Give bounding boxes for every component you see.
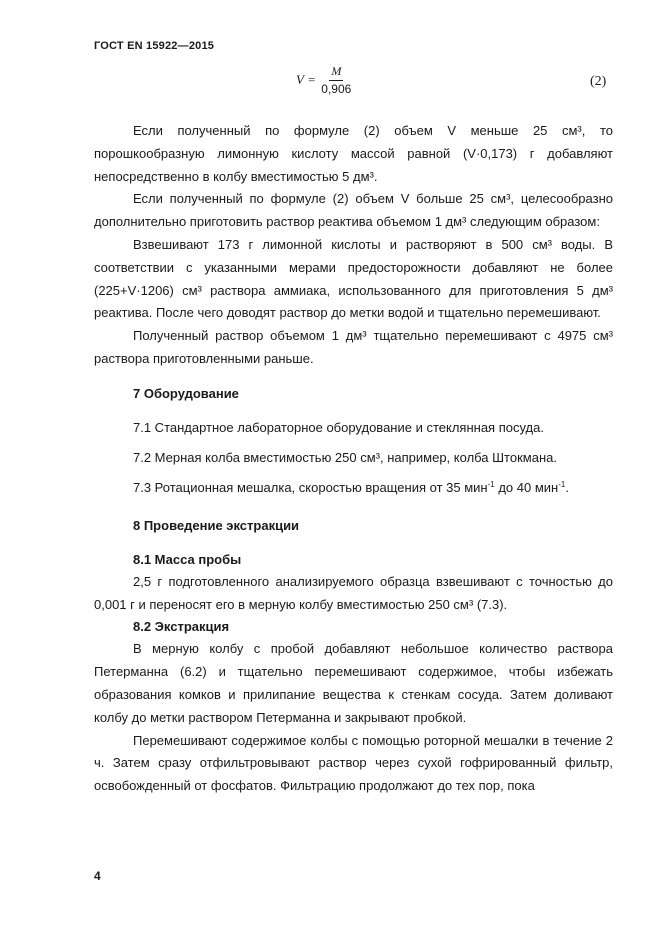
equipment-item-7-1: 7.1 Стандартное лабораторное оборудование и стеклянная посуда. [133, 419, 544, 435]
paragraph-sample-mass: 2,5 г подготовленного анализируемого образца взвешивают с точностью до 0,001 г и переносят его в мерную колбу вместимостью 250 см³ (7.3). [94, 573, 613, 612]
formula-volume [296, 64, 351, 96]
page-number: 4 [94, 869, 101, 883]
subsection-8-1-heading: 8.1 Масса пробы [133, 551, 242, 567]
paragraph-volume-less: Если полученный по формуле (2) объем V меньше 25 см³, то порошкообразную лимонную кислоту массой равной (V·0,173) г добавляют непосредственно в колбу вместимостью 5 дм³. [94, 123, 613, 184]
paragraph-extraction-1: В мерную колбу с пробой добавляют небольшое количество раствора Петерманна (6.2) и тщательно перемешивают содержимое, чтобы избежать образования комков и прилипание вещества к стенкам сосуда. Затем доливают колбу до метки раствором Петерманна и закрывают пробкой. [94, 641, 613, 725]
equipment-item-7-2: 7.2 Мерная колба вместимостью 250 см³, например, колба Штокмана. [133, 449, 557, 465]
subsection-8-2-heading: 8.2 Экстракция [133, 619, 230, 635]
formula-lhs: V [296, 72, 304, 87]
section-8-heading: 8 Проведение экстракции [133, 517, 300, 533]
formula-denominator: 0,906 [321, 82, 352, 96]
paragraph-volume-greater: Если полученный по формуле (2) объем V больше 25 см³, целесообразно дополнительно приготовить раствор реактива объемом 1 дм³ следующим образом: [94, 191, 613, 230]
item-7-3-sup-1: -1 [487, 479, 495, 489]
item-7-3-text-b: до 40 мин [494, 479, 559, 495]
document-body [94, 120, 613, 798]
section-7-heading: 7 Оборудование [133, 385, 239, 401]
formula-numerator: M [329, 64, 343, 81]
item-7-3-text-c: . [565, 479, 569, 495]
formula-fraction [321, 64, 351, 96]
document-code-header: ГОСТ EN 15922—2015 [94, 40, 215, 52]
equipment-item-7-3 [94, 477, 613, 499]
item-7-3-text-a: 7.3 Ротационная мешалка, скоростью вращения от 35 мин [133, 479, 488, 495]
item-7-3-sup-2: -1 [558, 479, 566, 489]
formula-number: (2) [590, 74, 607, 89]
paragraph-mixing: Полученный раствор объемом 1 дм³ тщательно перемешивают с 4975 см³ раствора приготовленными раньше. [94, 328, 613, 366]
paragraph-weighing: Взвешивают 173 г лимонной кислоты и растворяют в 500 см³ воды. В соответствии с указанными мерами предосторожности добавляют не более (225+V·1206) см³ раствора аммиака, использованного для приготовления 5 дм³ реактива. После чего доводят раствор до метки водой и тщательно перемешивают. [94, 236, 613, 321]
paragraph-extraction-2: Перемешивают содержимое колбы с помощью роторной мешалки в течение 2 ч. Затем сразу отфильтровывают раствор через сухой гофрированный фильтр, освобожденный от фосфатов. Фильтрацию продолжают до тех пор, пока [94, 732, 613, 794]
formula-equals: = [307, 72, 316, 87]
